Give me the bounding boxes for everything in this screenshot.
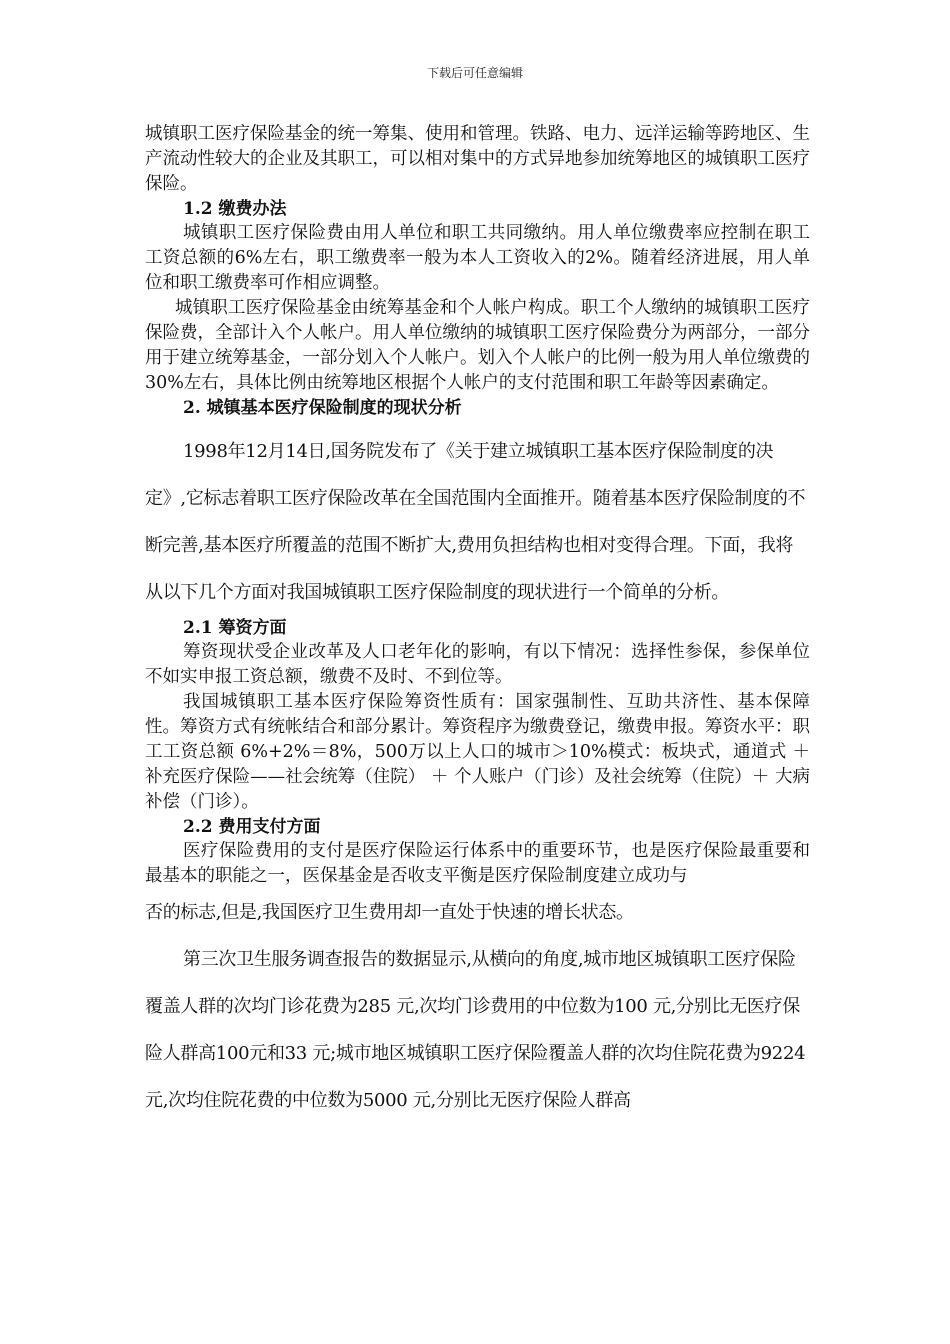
paragraph-payment: 医疗保险费用的支付是医疗保险运行体系中的重要环节，也是医疗保险最重要和最基本的职能之一，医保基金是否收支平衡是医疗保险制度建立成功与	[145, 841, 810, 886]
paragraph-payment-cont: 否的标志,但是,我国医疗卫生费用却一直处于快速的增长状态。	[145, 902, 634, 923]
heading-2-1: 2.1 筹资方面	[183, 618, 287, 638]
heading-1-2: 1.2 缴费办法	[183, 199, 287, 219]
paragraph-contribution-rate: 城镇职工医疗保险费由用人单位和职工共同缴纳。用人单位缴费率应控制在职工工资总额的6%左右，职工缴费率一般为本人工资收入的2%。随着经济进展，用人单位和职工缴费率可作相应调整。	[145, 223, 810, 293]
paragraph-fund-structure: 城镇职工医疗保险基金由统筹基金和个人帐户构成。职工个人缴纳的城镇职工医疗保险费，全部计入个人帐户。用人单位缴纳的城镇职工医疗保险费分为两部分，一部分用于建立统筹基金，一部分划入个人帐户。划入个人帐户的比例一般为用人单位缴费的30%左右，具体比例由统筹地区根据个人帐户的支付范围和职工年龄等因素确定。	[145, 298, 810, 393]
document-body	[145, 122, 810, 1124]
paragraph-fund-management: 城镇职工医疗保险基金的统一筹集、使用和管理。铁路、电力、远洋运输等跨地区、生产流动性较大的企业及其职工，可以相对集中的方式异地参加统筹地区的城镇职工医疗保险。	[145, 124, 810, 194]
paragraph-funding-nature: 我国城镇职工基本医疗保险筹资性质有：国家强制性、互助共济性、基本保障性。筹资方式有统帐结合和部分累计。筹资程序为缴费登记，缴费申报。筹资水平：职工工资总额 6%+2%＝8%，500万以上人口的城市＞10%模式：板块式，通道式 ＋ 补充医疗保险——社会统筹（住院） ＋ 个人账户（门诊）及社会统筹（住院）＋ 大病补偿（门诊）。	[145, 692, 810, 812]
paragraph-funding-status: 筹资现状受企业改革及人口老年化的影响，有以下情况：选择性参保，参保单位不如实申报工资总额，缴费不及时、不到位等。	[145, 642, 810, 687]
paragraph-survey-data: 第三次卫生服务调查报告的数据显示,从横向的角度,城市地区城镇职工医疗保险覆盖人群的次均门诊花费为285 元,次均门诊费用的中位数为100 元,分别比无医疗保险人群高100元和33 元;城市地区城镇职工医疗保险覆盖人群的次均住院花费为9224 元,次均住院花费的中位数为5000 元,分别比无医疗保险人群高	[145, 949, 806, 1111]
heading-2-2: 2.2 费用支付方面	[183, 817, 321, 837]
paragraph-status-overview: 1998年12月14日,国务院发布了《关于建立城镇职工基本医疗保险制度的决定》,它标志着职工医疗保险改革在全国范围内全面推开。随着基本医疗保险制度的不断完善,基本医疗所覆盖的范围不断扩大,费用负担结构也相对变得合理。下面，我将从以下几个方面对我国城镇职工医疗保险制度的现状进行一个简单的分析。	[145, 441, 806, 603]
heading-2: 2. 城镇基本医疗保险制度的现状分析	[183, 398, 462, 418]
page-header: 下载后可任意编辑	[426, 66, 523, 80]
